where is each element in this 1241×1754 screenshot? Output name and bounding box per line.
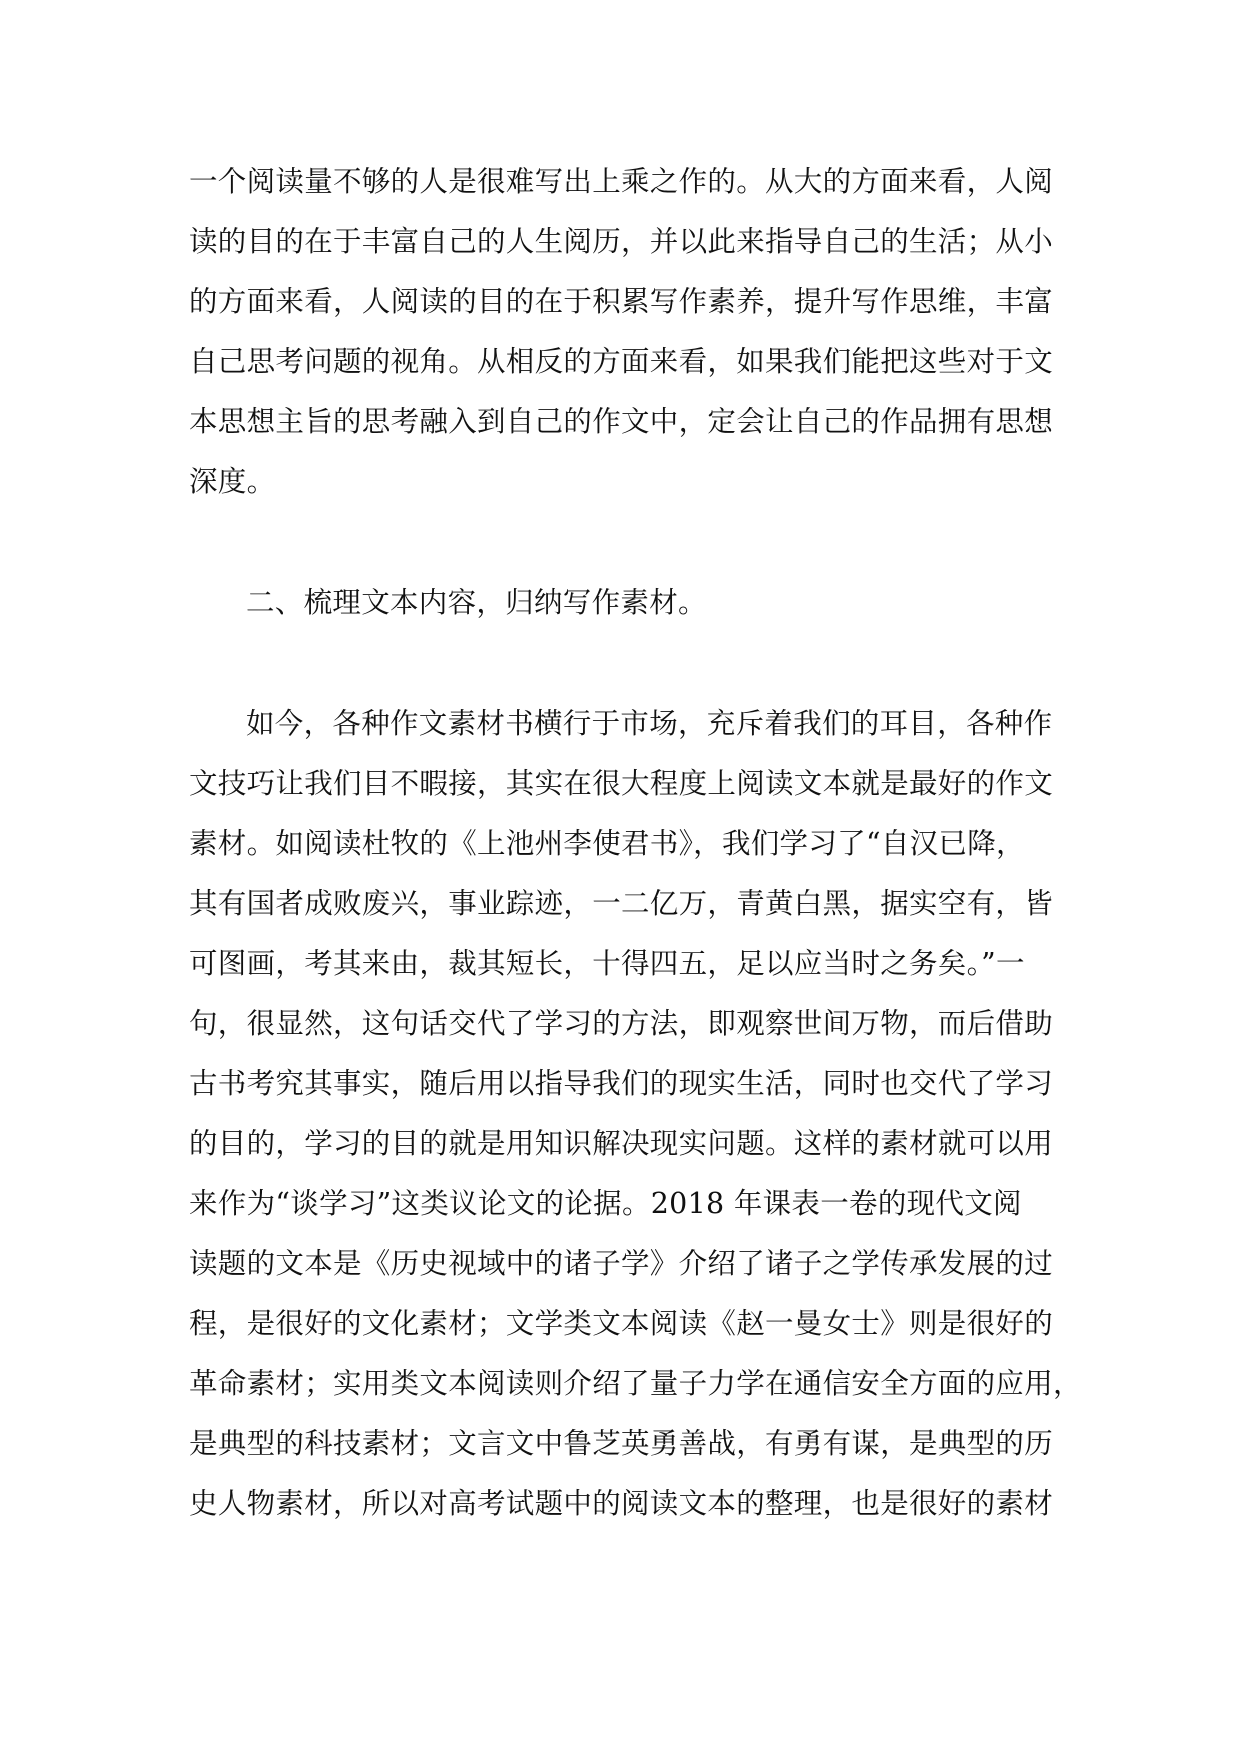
document-body xyxy=(189,152,1082,1534)
paragraph-reading-purpose xyxy=(189,152,1059,512)
text-line: 古书考究其事实，随后用以指导我们的现实生活，同时也交代了学习 xyxy=(189,1067,1054,1100)
text-line: 的方面来看，人阅读的目的在于积累写作素养，提升写作思维，丰富 xyxy=(189,285,1054,318)
text-line: 史人物素材，所以对高考试题中的阅读文本的整理，也是很好的素材 xyxy=(189,1487,1054,1520)
text-line: 句，很显然，这句话交代了学习的方法，即观察世间万物，而后借助 xyxy=(189,1007,1054,1040)
text-line: 是典型的科技素材；文言文中鲁芝英勇善战，有勇有谋，是典型的历 xyxy=(189,1427,1054,1460)
text-line: 可图画，考其来由，裁其短长，十得四五，足以应当时之务矣。”一 xyxy=(189,947,1025,980)
text-line: 的目的，学习的目的就是用知识解决现实问题。这样的素材就可以用 xyxy=(189,1127,1054,1160)
text-line: 其有国者成败废兴，事业踪迹，一二亿万，青黄白黑，据实空有，皆 xyxy=(189,887,1054,920)
paragraph-spacer xyxy=(189,633,1059,694)
text-line: 文技巧让我们目不暇接，其实在很大程度上阅读文本就是最好的作文 xyxy=(189,767,1054,800)
text-line: 来作为“谈学习”这类议论文的论据。2018 年课表一卷的现代文阅 xyxy=(189,1187,1022,1220)
text-line: 程，是很好的文化素材；文学类文本阅读《赵一曼女士》则是很好的 xyxy=(189,1307,1054,1340)
text-line: 读的目的在于丰富自己的人生阅历，并以此来指导自己的生活；从小 xyxy=(189,225,1054,258)
text-line: 读题的文本是《历史视域中的诸子学》介绍了诸子之学传承发展的过 xyxy=(189,1247,1054,1280)
paragraph-writing-material xyxy=(189,694,1082,1534)
text-line: 革命素材；实用类文本阅读则介绍了量子力学在通信安全方面的应用， xyxy=(189,1367,1082,1400)
text-line: 深度。 xyxy=(189,465,276,498)
text-line: 素材。如阅读杜牧的《上池州李使君书》，我们学习了“自汉已降， xyxy=(189,827,1025,860)
paragraph-spacer xyxy=(189,512,1059,573)
section-heading: 二、梳理文本内容，归纳写作素材。 xyxy=(246,586,707,619)
text-line: 自己思考问题的视角。从相反的方面来看，如果我们能把这些对于文 xyxy=(189,345,1054,378)
text-line: 如今，各种作文素材书横行于市场，充斥着我们的耳目，各种作 xyxy=(246,707,1053,740)
text-line: 本思想主旨的思考融入到自己的作文中，定会让自己的作品拥有思想 xyxy=(189,405,1054,438)
text-line: 一个阅读量不够的人是很难写出上乘之作的。从大的方面来看，人阅 xyxy=(189,165,1054,198)
